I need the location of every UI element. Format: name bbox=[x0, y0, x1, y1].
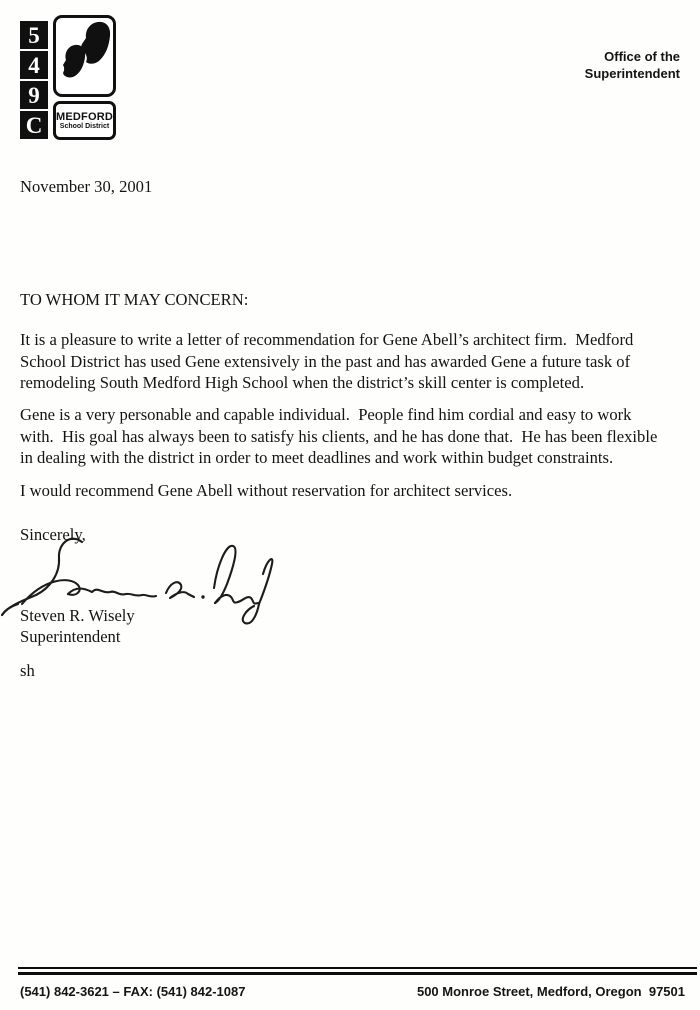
letter-date: November 30, 2001 bbox=[20, 177, 153, 196]
children-silhouettes-icon bbox=[53, 15, 116, 97]
salutation: TO WHOM IT MAY CONCERN: bbox=[20, 290, 249, 309]
office-line-2: Superintendent bbox=[584, 66, 680, 81]
logo-digit-9: 9 bbox=[20, 81, 48, 109]
district-logo bbox=[20, 15, 118, 140]
signer-title: Superintendent bbox=[20, 627, 121, 646]
paragraph-line: It is a pleasure to write a letter of recommendation for Gene Abell’s architect firm. Medford bbox=[20, 330, 634, 349]
logo-digit-5: 5 bbox=[20, 21, 48, 49]
paragraph-1 bbox=[20, 329, 692, 394]
logo-district-sub: School District bbox=[59, 122, 110, 130]
footer-rule-thin bbox=[18, 967, 697, 969]
footer-address: 500 Monroe Street, Medford, Oregon 97501 bbox=[416, 984, 685, 999]
paragraph-line: remodeling South Medford High School when the district’s skill center is completed. bbox=[20, 373, 585, 393]
logo-digit-c: C bbox=[20, 111, 48, 139]
logo-district-name: MEDFORD bbox=[56, 110, 114, 123]
office-block bbox=[585, 48, 680, 82]
typist-initials: sh bbox=[20, 661, 35, 680]
paragraph-3 bbox=[20, 480, 692, 502]
paragraph-line: I would recommend Gene Abell without reservation for architect services. bbox=[20, 481, 513, 500]
footer-rule-thick bbox=[18, 972, 697, 975]
paragraph-line: Gene is a very personable and capable individual. People find him cordial and easy to work bbox=[20, 405, 632, 424]
logo-549c-column bbox=[20, 21, 48, 139]
silhouette-svg bbox=[56, 18, 113, 94]
signer-name: Steven R. Wisely bbox=[20, 606, 135, 625]
paragraph-line: in dealing with the district in order to meet deadlines and work within budget constraints. bbox=[20, 448, 614, 468]
office-line-1: Office of the bbox=[604, 49, 680, 64]
footer-phone-fax: (541) 842-3621 – FAX: (541) 842-1087 bbox=[20, 984, 246, 999]
paragraph-2 bbox=[20, 404, 692, 469]
closing: Sincerely, bbox=[20, 525, 86, 544]
logo-name-box bbox=[53, 101, 116, 140]
paragraph-line: with. His goal has always been to satisfy his clients, and he has done that. He has been flexible bbox=[20, 426, 658, 446]
logo-digit-4: 4 bbox=[20, 51, 48, 79]
paragraph-line: School District has used Gene extensively in the past and has awarded Gene a future task of bbox=[20, 351, 631, 371]
